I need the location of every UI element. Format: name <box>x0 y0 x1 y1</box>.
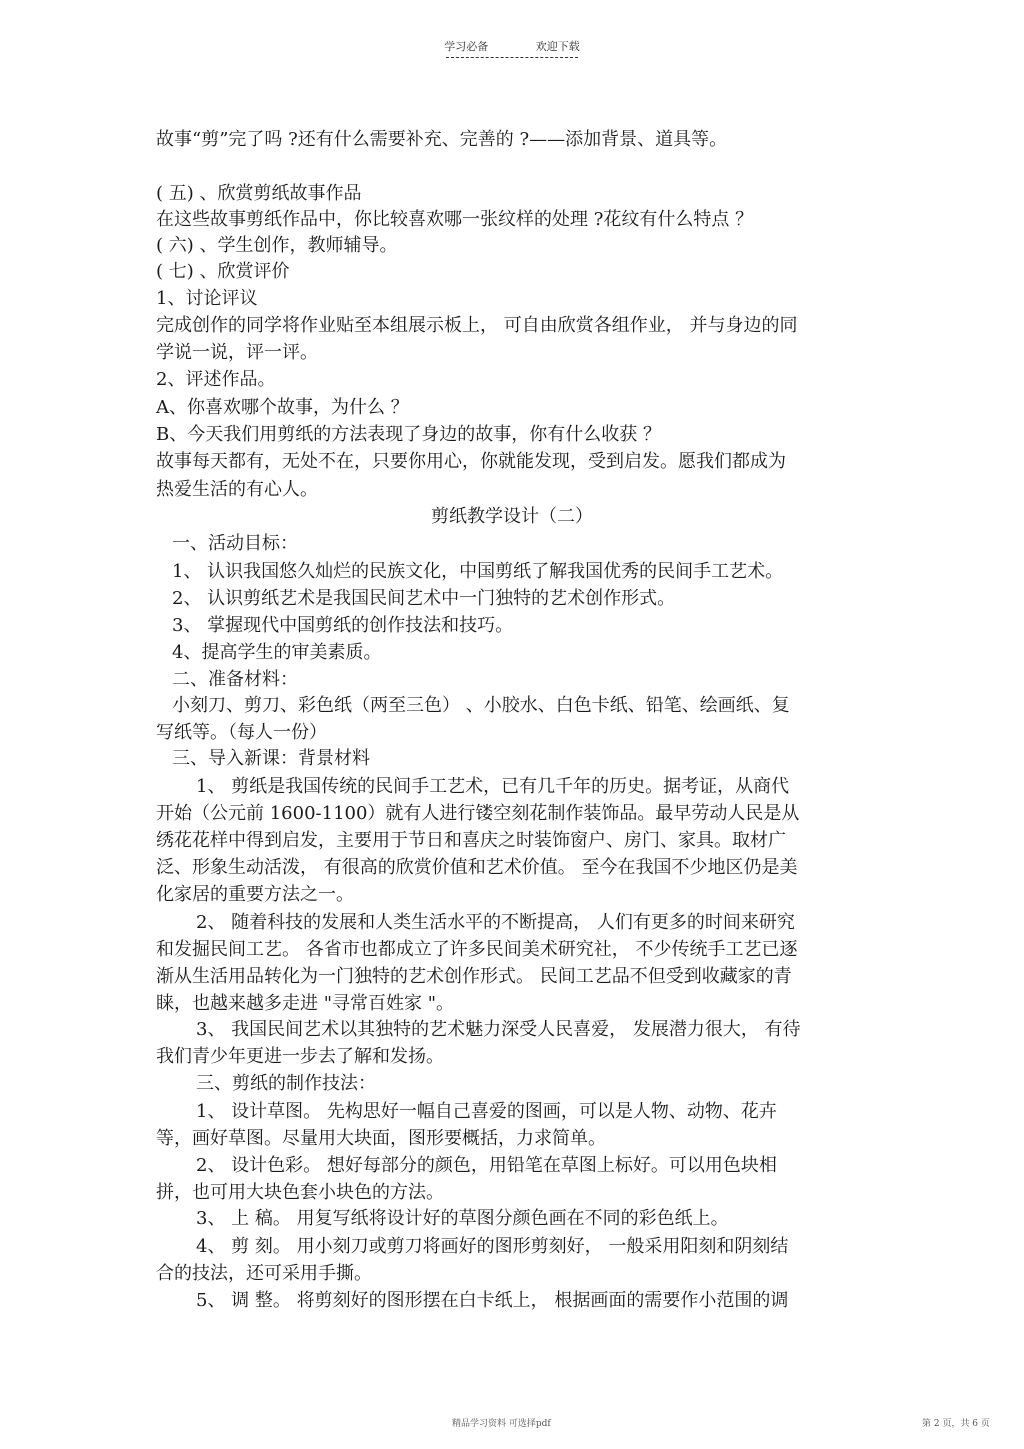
page-number: 第 2 页，共 6 页 <box>922 1419 990 1429</box>
section-heading: ( 七) 、欣赏评价 <box>156 261 290 282</box>
page-header <box>0 38 1024 54</box>
text-line: 化家居的重要方法之一。 <box>156 884 354 905</box>
text-line: 2、 随着科技的发展和人类生活水平的不断提高， 人们有更多的时间来研究 <box>196 912 795 933</box>
list-item: 4、提高学生的审美素质。 <box>172 642 382 663</box>
header-divider <box>446 57 578 58</box>
text-line: 等，画好草图。尽量用大块面，图形要概括，力求简单。 <box>156 1128 606 1149</box>
text-line: 和发掘民间工艺。 各省市也都成立了许多民间美术研究社， 不少传统手工艺已逐 <box>156 939 798 960</box>
text-line: B、今天我们用剪纸的方法表现了身边的故事，你有什么收获 ？ <box>156 424 661 445</box>
document-title: 剪纸教学设计（二） <box>431 506 593 527</box>
text-line: 1、 剪纸是我国传统的民间手工艺术，已有几千年的历史。据考证，从商代 <box>196 776 790 797</box>
text-line: 故事“剪”完了吗 ?还有什么需要补充、完善的 ?——添加背景、道具等。 <box>156 129 728 150</box>
text-line: 渐从生活用品转化为一门独特的艺术创作形式。 民间工艺品不但受到收藏家的青 <box>156 966 792 987</box>
text-line: 2、评述作品。 <box>156 369 276 390</box>
text-line: 完成创作的同学将作业贴至本组展示板上， 可自由欣赏各组作业， 并与身边的同 <box>156 315 798 336</box>
text-line: 绣花花样中得到启发，主要用于节日和喜庆之时装饰窗户、房门、家具。取材广 <box>156 830 786 851</box>
header-right-text: 欢迎下载 <box>535 40 580 53</box>
text-line: 拼，也可用大块色套小块色的方法。 <box>156 1182 444 1203</box>
text-line: 4、 剪 刻。 用小刻刀或剪刀将画好的图形剪刻好， 一般采用阳刻和阴刻结 <box>196 1236 789 1257</box>
header-left-text: 学习必备 <box>444 40 489 53</box>
text-line: 小刻刀、剪刀、彩色纸（两至三色） 、小胶水、白色卡纸、铅笔、绘画纸、复 <box>172 695 790 716</box>
section-heading: 三、剪纸的制作技法： <box>196 1073 376 1094</box>
text-line: 合的技法，还可采用手撕。 <box>156 1263 372 1284</box>
list-item: 2、 认识剪纸艺术是我国民间艺术中一门独特的艺术创作形式。 <box>172 588 676 609</box>
text-line: A、你喜欢哪个故事，为什么 ？ <box>156 397 409 418</box>
text-line: 热爱生活的有心人。 <box>156 479 318 500</box>
section-heading: ( 五) 、欣赏剪纸故事作品 <box>156 183 362 204</box>
footer-note: 精品学习资料 可选择pdf <box>452 1419 551 1429</box>
text-line: 1、讨论评议 <box>156 288 258 309</box>
text-line: 在这些故事剪纸作品中，你比较喜欢哪一张纹样的处理 ?花纹有什么特点 ？ <box>156 209 754 230</box>
text-line: 3、 上 稿。 用复写纸将设计好的草图分颜色画在不同的彩色纸上。 <box>196 1208 729 1229</box>
text-line: 开始（公元前 1600-1100）就有人进行镂空刻花制作装饰品。最早劳动人民是从 <box>156 803 800 824</box>
text-line: 3、 我国民间艺术以其独特的艺术魅力深受人民喜爱， 发展潜力很大， 有待 <box>196 1019 801 1040</box>
text-line: 睐，也越来越多走进 "寻常百姓家 "。 <box>156 993 455 1014</box>
text-line: 2、 设计色彩。 想好每部分的颜色，用铅笔在草图上标好。可以用色块相 <box>196 1155 777 1176</box>
text-line: 我们青少年更进一步去了解和发扬。 <box>156 1046 444 1067</box>
text-line: 学说一说，评一评。 <box>156 342 318 363</box>
section-heading: ( 六) 、学生创作，教师辅导。 <box>156 235 398 256</box>
text-line: 写纸等。（每人一份） <box>156 722 327 743</box>
text-line: 5、 调 整。 将剪刻好的图形摆在白卡纸上， 根据画面的需要作小范围的调 <box>196 1290 789 1311</box>
text-line: 故事每天都有，无处不在，只要你用心，你就能发现，受到启发。愿我们都成为 <box>156 451 786 472</box>
list-item: 3、 掌握现代中国剪纸的创作技法和技巧。 <box>172 615 514 636</box>
section-heading: 三、导入新课：背景材料 <box>172 748 370 769</box>
section-heading: 二、准备材料： <box>172 669 298 690</box>
list-item: 1、 认识我国悠久灿烂的民族文化，中国剪纸了解我国优秀的民间手工艺术。 <box>172 561 784 582</box>
text-line: 1、 设计草图。 先构思好一幅自己喜爱的图画，可以是人物、动物、花卉 <box>196 1101 777 1122</box>
text-line: 泛、形象生动活泼， 有很高的欣赏价值和艺术价值。 至今在我国不少地区仍是美 <box>156 857 798 878</box>
section-heading: 一、活动目标： <box>172 533 298 554</box>
